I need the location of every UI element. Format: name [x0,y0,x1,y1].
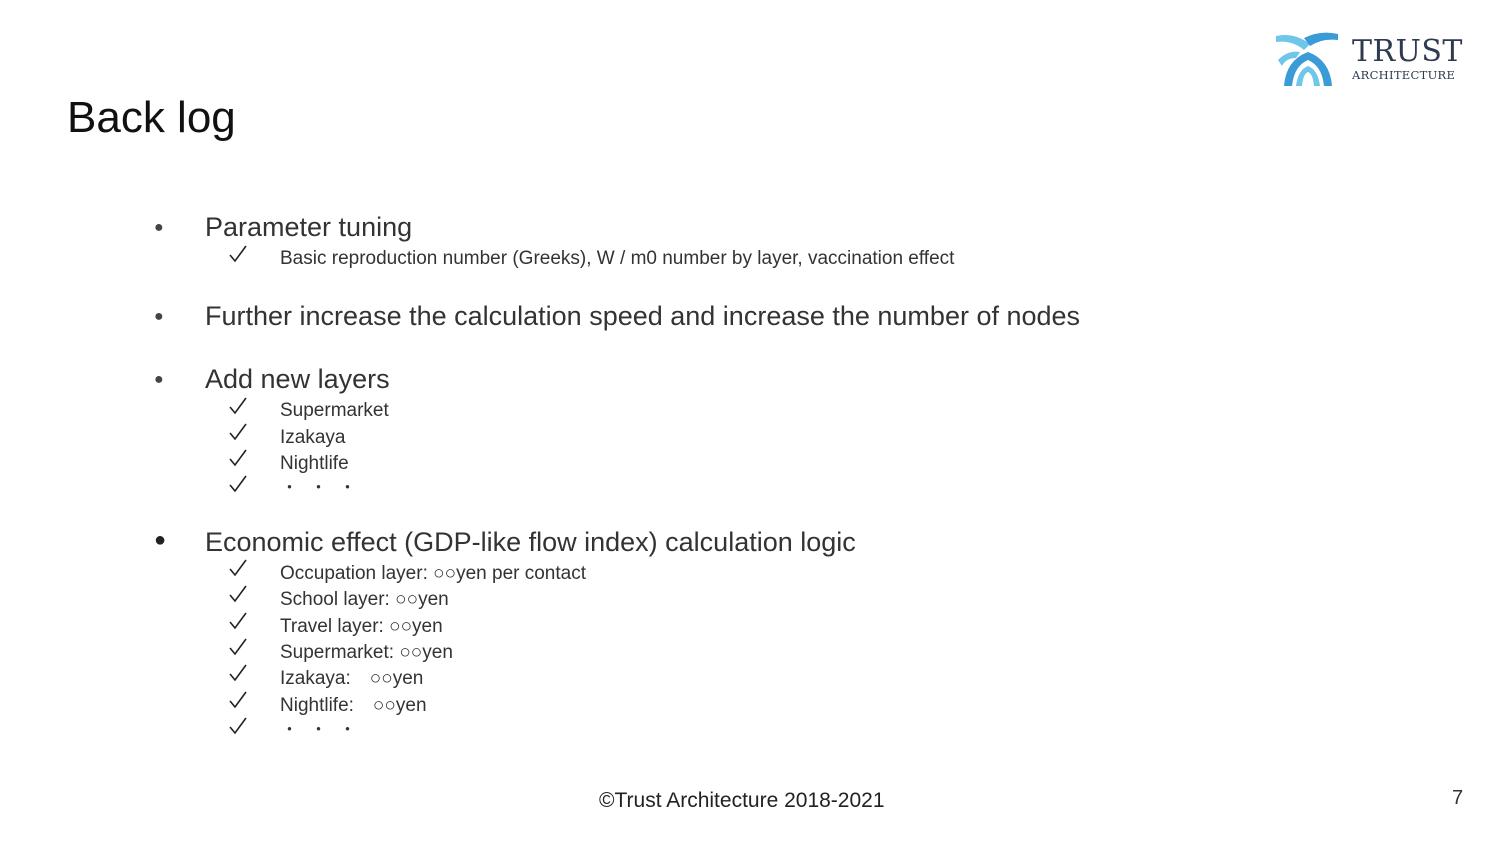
check-icon [228,584,248,604]
page-title: Back log [67,93,236,142]
check-icon [228,637,248,657]
sub-item-text: Basic reproduction number (Greeks), W / m0 number by layer, vaccination effect [280,248,955,269]
backlog-item-parameter-tuning: Parameter tuning [205,212,413,242]
logo-mark-icon [1274,30,1340,88]
page-number: 7 [1452,787,1464,809]
check-icon [228,663,248,683]
sub-item-text: School layer: ○○yen [280,589,449,610]
bullet-icon: ● [154,529,167,551]
backlog-item-economic-effect: Economic effect (GDP-like flow index) calculation logic [205,527,856,557]
check-icon [228,244,248,264]
sub-item-text: Izakaya: ○○yen [280,668,424,689]
sub-item-ellipsis: ・・・ [280,720,368,741]
check-icon [228,396,248,416]
sub-item-text: Supermarket [280,400,389,421]
sub-item-text: Izakaya [280,427,346,448]
check-icon [228,558,248,578]
backlog-item-calculation-speed: Further increase the calculation speed and increase the number of nodes [205,301,1081,331]
sub-item-text: Travel layer: ○○yen [280,616,443,637]
check-icon [228,716,248,736]
logo-subtitle: ARCHITECTURE [1352,68,1456,82]
sub-item-text: Supermarket: ○○yen [280,642,453,663]
sub-item-text: Nightlife [280,453,349,474]
bullet-icon: ● [154,308,164,325]
sub-item-text: Occupation layer: ○○yen per contact [280,563,586,584]
trust-architecture-logo [1274,30,1464,90]
bullet-icon: ● [154,219,164,236]
check-icon [228,422,248,442]
bullet-icon: ● [154,371,164,388]
backlog-item-add-new-layers: Add new layers [205,364,390,394]
check-icon [228,474,248,494]
check-icon [228,690,248,710]
copyright-footer: ©Trust Architecture 2018-2021 [599,789,885,812]
check-icon [228,448,248,468]
sub-item-ellipsis: ・・・ [280,478,368,499]
logo-wordmark: TRUST [1352,34,1463,69]
check-icon [228,611,248,631]
sub-item-text: Nightlife: ○○yen [280,695,427,716]
